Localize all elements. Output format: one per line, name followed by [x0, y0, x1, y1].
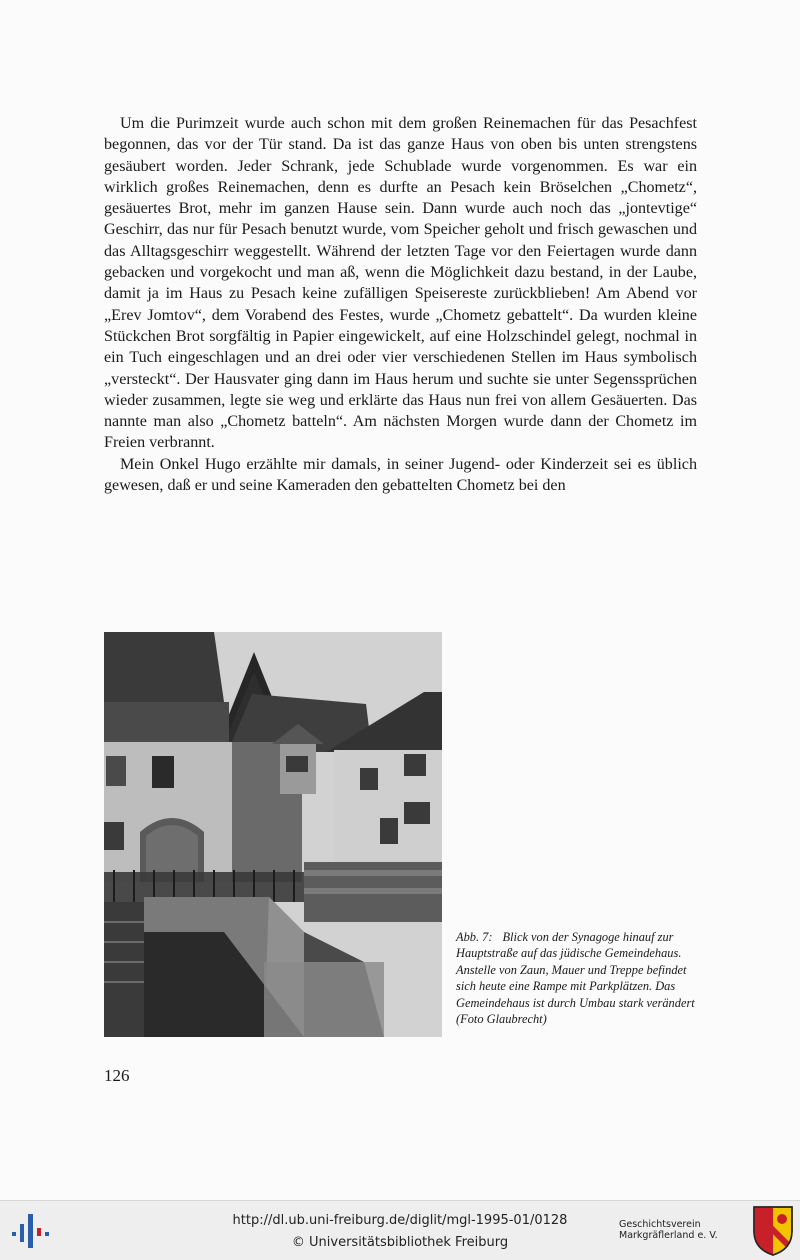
photo-caption [456, 929, 698, 1027]
coat-of-arms-icon[interactable] [752, 1205, 794, 1257]
organization-name [619, 1219, 749, 1241]
paragraph-1: Um die Purimzeit wurde auch schon mit dem großen Reinemachen für das Pesachfest begonnen, das vor der Tür stand. Da ist das ganze Haus von oben bis unten strengstens gesäubert worden. Jeder Schrank, jede Schublade wurde vorgenommen. Es war ein wirklich großes Reinemachen, denn es durfte an Pesach kein Bröselchen „Chometz“, gesäuertes Brot, mehr im ganzen Hause sein. Dann wurde auch noch das „jontevtige“ Geschirr, das nur für Pesach benutzt wurde, vom Speicher geholt und frisch gewaschen und das Alltagsgeschirr weggestellt. Während der letzten Tage vor den Feiertagen wurde dann gebacken und vorgekocht und man aß, wenn die Möglichkeit dazu bestand, in der Laube, damit ja im Haus zu Pesach keine zufälligen Speisereste zurückblieben! Am Abend vor „Erev Jomtov“, dem Vorabend des Festes, wurde „Chometz gebattelt“. Da wurden kleine Stückchen Brot sorgfältig in Papier eingewickelt, auf eine Holzschindel gelegt, nochmal in ein Tuch eingeschlagen und an drei oder vier verschiedenen Stellen im Haus symbolisch „versteckt“. Der Hausvater ging dann im Haus herum und suchte sie unter Segenssprüchen wieder zusammen, legte sie weg und erklärte das Haus nun frei von allem Gesäuerten. Das nannte man also „Chometz batteln“. Am nächsten Morgen wurde dann der Chometz im Freien verbrannt. [104, 115, 697, 452]
source-url-link[interactable]: http://dl.ub.uni-freiburg.de/diglit/mgl-1995-01/0128 [232, 1213, 568, 1228]
caption-label: Abb. 7: [456, 930, 493, 944]
historic-photo [104, 632, 442, 1037]
org-line-2: Markgräflerland e. V. [619, 1230, 718, 1241]
footer-bar [0, 1200, 800, 1260]
paragraph-2: Mein Onkel Hugo erzählte mir damals, in seiner Jugend- oder Kinderzeit sei es üblich gewesen, daß er und seine Kameraden den gebattelten Chometz bei den [104, 455, 697, 495]
org-line-1: Geschichtsverein [619, 1219, 701, 1230]
body-text [104, 113, 697, 496]
page-number: 126 [104, 1066, 130, 1085]
copyright-text: © Universitätsbibliothek Freiburg [291, 1235, 509, 1250]
caption-text: Blick von der Synagoge hinauf zur Hauptstraße auf das jüdische Gemeindehaus. Anstelle von Zaun, Mauer und Treppe befindet sich heute eine Rampe mit Parkplätzen. Das Gemeindehaus ist durch Umbau stark verändert (Foto Glaubrecht) [456, 930, 695, 1027]
